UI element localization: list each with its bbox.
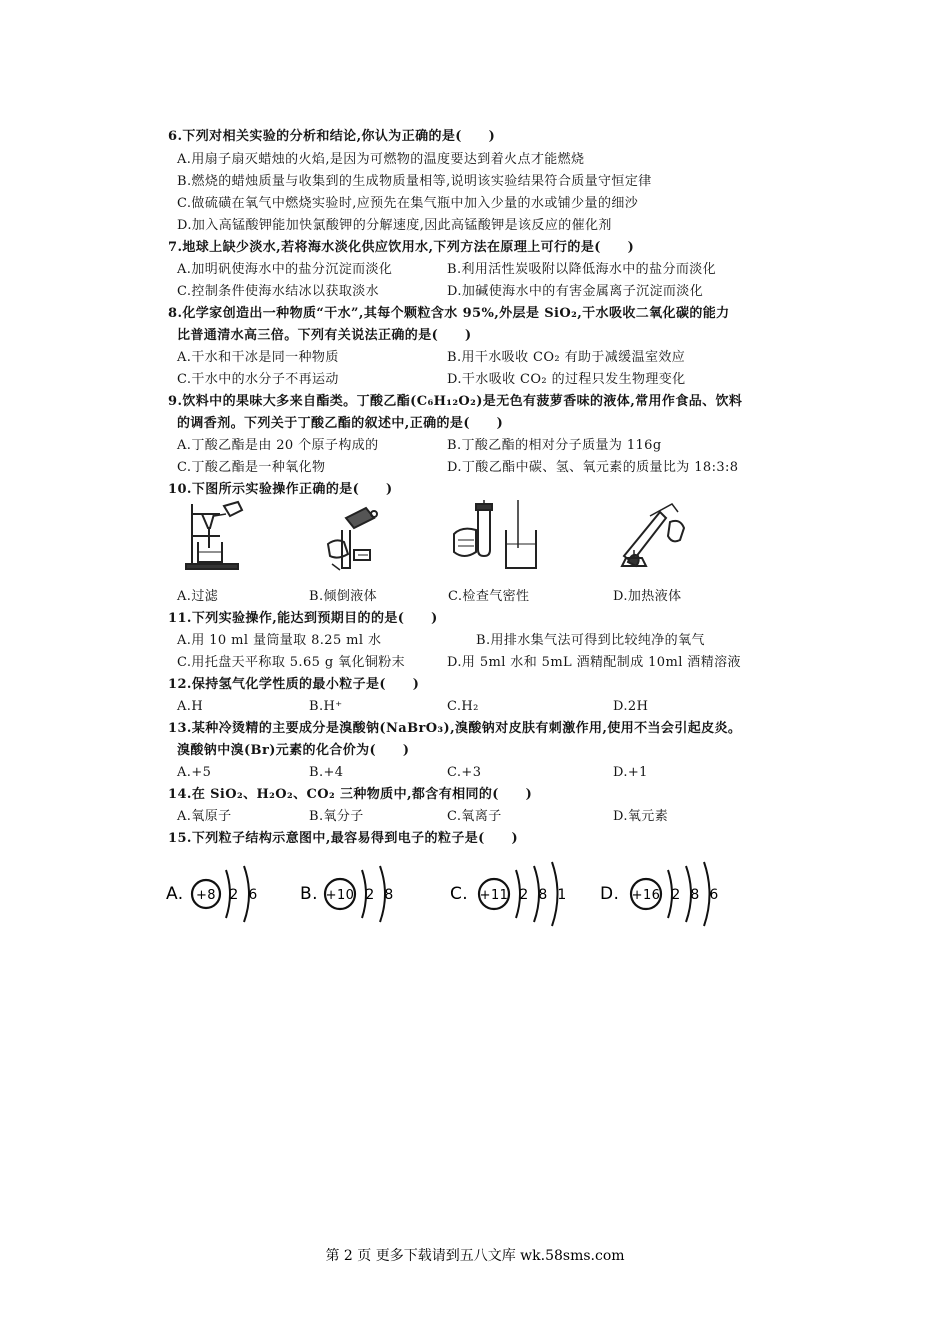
question-13-option-d: D.+1 <box>613 765 648 780</box>
question-10-option-a: A.过滤 <box>177 589 219 604</box>
question-14-option-d: D.氧元素 <box>613 809 669 824</box>
question-6-option-d: D.加入高锰酸钾能加快氯酸钾的分解速度,因此高锰酸钾是该反应的催化剂 <box>177 218 612 233</box>
page-footer: 第 2 页 更多下载请到五八文库 wk.58sms.com <box>325 1248 625 1264</box>
question-9-option-c: C.丁酸乙酯是一种氧化物 <box>177 460 326 475</box>
question-12-stem: 12.保持氢气化学性质的最小粒子是( ) <box>168 677 420 692</box>
atom-diagram-b <box>300 854 410 934</box>
question-12-option-c: C.H₂ <box>447 699 479 714</box>
question-6-option-b: B.燃烧的蜡烛质量与收集到的生成物质量相等,说明该实验结果符合质量守恒定律 <box>177 174 652 189</box>
question-10-option-b: B.倾倒液体 <box>309 589 378 604</box>
atom-diagram-a <box>166 854 276 934</box>
question-7-option-c: C.控制条件使海水结冰以获取淡水 <box>177 284 380 299</box>
atom-d-shell-2: 8 <box>690 887 700 903</box>
question-9-option-a: A.丁酸乙酯是由 20 个原子构成的 <box>177 438 379 453</box>
atom-d-label: D. <box>600 884 620 904</box>
question-8-option-a: A.干水和干冰是同一种物质 <box>177 350 339 365</box>
atom-c-label: C. <box>450 884 469 904</box>
question-10-stem: 10.下图所示实验操作正确的是( ) <box>168 482 393 497</box>
atom-a-shell-1: 2 <box>229 887 239 903</box>
question-11-option-a: A.用 10 ml 量筒量取 8.25 ml 水 <box>177 633 382 648</box>
atom-c-shell-1: 2 <box>519 887 529 903</box>
question-8-stem-line-2: 比普通清水高三倍。下列有关说法正确的是( ) <box>177 328 472 343</box>
atom-b-shell-2: 8 <box>384 887 394 903</box>
atom-c-shell-2: 8 <box>538 887 548 903</box>
atom-diagram-d <box>600 854 730 934</box>
question-7-stem: 7.地球上缺少淡水,若将海水淡化供应饮用水,下列方法在原理上可行的是( ) <box>168 240 635 255</box>
atom-d-shell-3: 6 <box>709 887 719 903</box>
atom-b-nucleus: +10 <box>325 888 355 903</box>
question-13-stem-line-2: 溴酸钠中溴(Br)元素的化合价为( ) <box>177 743 410 758</box>
question-9-option-b: B.丁酸乙酯的相对分子质量为 116g <box>447 438 662 453</box>
question-14-option-a: A.氧原子 <box>177 809 232 824</box>
question-7-option-d: D.加碱使海水中的有害金属离子沉淀而淡化 <box>447 284 704 299</box>
question-9-stem-line-1: 9.饮料中的果味大多来自酯类。丁酸乙酯(C₆H₁₂O₂)是无色有菠萝香味的液体,常用作食品、饮料 <box>168 394 743 409</box>
question-6-option-c: C.做硫磺在氧气中燃烧实验时,应预先在集气瓶中加入少量的水或铺少量的细沙 <box>177 196 639 211</box>
question-9-stem-line-2: 的调香剂。下列关于丁酸乙酯的叙述中,正确的是( ) <box>177 416 504 431</box>
question-9-option-d: D.丁酸乙酯中碳、氢、氧元素的质量比为 18:3:8 <box>447 460 739 475</box>
question-13-option-a: A.+5 <box>177 765 212 780</box>
filtration-apparatus-figure <box>180 500 250 572</box>
question-10-option-d: D.加热液体 <box>613 589 682 604</box>
question-12-option-a: A.H <box>177 699 204 714</box>
question-10-option-c: C.检查气密性 <box>448 589 530 604</box>
airtightness-check-figure <box>448 500 538 574</box>
question-6-option-a: A.用扇子扇灭蜡烛的火焰,是因为可燃物的温度要达到着火点才能燃烧 <box>177 152 585 167</box>
question-11-stem: 11.下列实验操作,能达到预期目的的是( ) <box>168 611 438 626</box>
question-8-option-d: D.干水吸收 CO₂ 的过程只发生物理变化 <box>447 372 686 387</box>
question-13-option-c: C.+3 <box>447 765 482 780</box>
atom-d-shell-1: 2 <box>671 887 681 903</box>
pouring-liquid-figure <box>318 504 388 574</box>
atom-d-nucleus: +16 <box>631 888 661 903</box>
exam-page-scan <box>160 126 743 936</box>
atom-diagram-c <box>450 854 580 934</box>
question-14-option-c: C.氧离子 <box>447 809 502 824</box>
question-15-stem: 15.下列粒子结构示意图中,最容易得到电子的粒子是( ) <box>168 831 519 846</box>
question-11-option-b: B.用排水集气法可得到比较纯净的氧气 <box>476 633 705 648</box>
question-8-stem-line-1: 8.化学家创造出一种物质“干水”,其每个颗粒含水 95%,外层是 SiO₂,干水吸收二氧化碳的能力 <box>168 306 730 321</box>
question-13-stem-line-1: 13.某种冷烫精的主要成分是溴酸钠(NaBrO₃),溴酸钠对皮肤有刺激作用,使用不当会引起皮炎。 <box>168 721 742 736</box>
atom-b-label: B. <box>300 884 318 904</box>
question-7-option-a: A.加明矾使海水中的盐分沉淀而淡化 <box>177 262 393 277</box>
atom-c-shell-3: 1 <box>557 887 567 903</box>
question-6-stem: 6.下列对相关实验的分析和结论,你认为正确的是( ) <box>168 129 496 144</box>
question-13-option-b: B.+4 <box>309 765 344 780</box>
atom-b-shell-1: 2 <box>365 887 375 903</box>
question-7-option-b: B.利用活性炭吸附以降低海水中的盐分而淡化 <box>447 262 717 277</box>
question-11-option-c: C.用托盘天平称取 5.65 g 氧化铜粉末 <box>177 655 406 670</box>
atom-a-label: A. <box>166 884 184 904</box>
atom-a-nucleus: +8 <box>196 888 216 903</box>
heating-liquid-figure <box>610 500 690 572</box>
atom-a-shell-2: 6 <box>248 887 258 903</box>
question-8-option-c: C.干水中的水分子不再运动 <box>177 372 339 387</box>
question-14-option-b: B.氧分子 <box>309 809 364 824</box>
atom-c-nucleus: +11 <box>479 888 509 903</box>
question-11-option-d: D.用 5ml 水和 5mL 酒精配制成 10ml 酒精溶液 <box>447 655 741 670</box>
question-12-option-b: B.H⁺ <box>309 699 343 714</box>
question-8-option-b: B.用干水吸收 CO₂ 有助于减缓温室效应 <box>447 350 686 365</box>
question-12-option-d: D.2H <box>613 699 649 714</box>
question-14-stem: 14.在 SiO₂、H₂O₂、CO₂ 三种物质中,都含有相同的( ) <box>168 787 533 802</box>
